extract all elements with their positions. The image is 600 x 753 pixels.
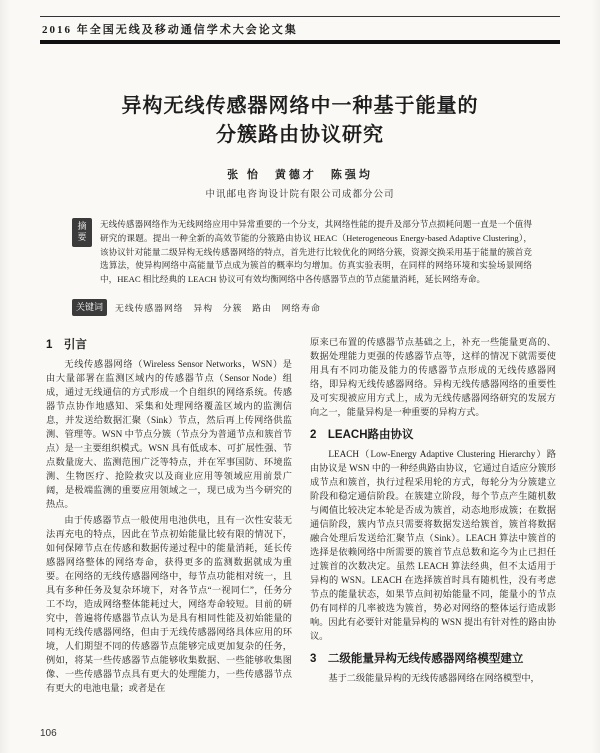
page-number: 106 xyxy=(40,728,57,739)
keywords-label: 关键词 xyxy=(72,299,107,316)
abstract-text: 无线传感器网络作为无线网络应用中异常重要的一个分支，其网络性能的提升及部分节点损耗问题一直是一个值得研究的课题。提出一种全新的高效节能的分簇路由协议 HEAC（Heterogeneous Energy-based Adaptive Clustering），该协议针对能量二级异构无线传感器网络的特点，首先进行比较优化的网络分簇，资源交换采用基于能量的簇首竞选算法，使异构网络中高能量节点成为簇首的概率均匀增加。仿真实验表明，在同样的网络环境和实验场景网络中，HEAC 相比经典的 LEACH 协议可有效均衡网络中各传感器节点的节点能量消耗，延长网络寿命。 xyxy=(100,219,532,284)
keywords-block xyxy=(72,299,532,316)
body-columns xyxy=(46,336,556,720)
paper-title-line-2: 分簇路由协议研究 xyxy=(216,124,384,146)
section-1-paragraph-1: 无线传感器网络（Wireless Sensor Networks，WSN）是由大量部署在监测区域内的传感器节点（Sensor Node）组成，通过无线通信的方式形成一个自组织的网络系统。传感器节点协作地感知、采集和处理网络覆盖区域内的监测信息，并发送给数据汇聚（Sink）节点，然后再上传网络供监测、管理等。WSN 中节点分簇（节点分为普通节点和簇首节点）是一主要组织模式。WSN 具有低成本、可扩展性强、节点数量庞大、监测范围广泛等特点，并在军事国防、环境监测、生物医疗、抢险救灾以及商业应用等领域应用前景广阔，是极端监测的重要应用领域之一，现已成为当今研究的热点。 xyxy=(46,359,292,509)
section-1-paragraph-2: 由于传感器节点一般使用电池供电，且有一次性安装无法再充电的特点，因此在节点初始能量比较有限的情况下，如何保障节点在传感和数据传递过程中的能量消耗，延长传感器网络整体的网络寿命，获得更多的监测数据就成为重要。在网络的无线传感器网络中，每节点功能相对统一，且具有多种任务及复杂环境下，对各节点“一视同仁”，任务分工不均，造成网络整体能耗过大，网络寿命较短。目前的研究中，普遍将传感器节点认为是具有相同性能及初始能量的同构无线传感器网络，但由于无线传感器网络具体应用的环境，人们期望不同的传感器节点能够完成更加复杂的任务，例如，将某一些传感器节点能够收集数据、一些能够收集图像、一些传感器节点具有更大的处理能力，一些传感器节点有更大的电池电量；或者是在 xyxy=(46,514,292,693)
header-rule-bottom xyxy=(40,40,560,44)
paper-title-line-1: 异构无线传感器网络中一种基于能量的 xyxy=(121,95,479,117)
keywords-text: 无线传感器网络 异构 分簇 路由 网络寿命 xyxy=(115,302,321,313)
journal-title: 2016 年全国无线及移动通信学术大会论文集 xyxy=(42,24,298,36)
left-column xyxy=(46,336,292,720)
section-3-heading: 3 二级能量异构无线传感器网络模型建立 xyxy=(310,652,524,665)
abstract-block xyxy=(72,218,532,287)
section-3-paragraph-1: 基于二级能量异构的无线传感器网络在网络模型中， xyxy=(328,672,540,683)
authors: 张 怡 黄德才 陈强均 xyxy=(227,169,373,181)
section-1-heading: 1 引言 xyxy=(46,339,87,351)
title-block xyxy=(0,92,600,150)
section-1-paragraph-2-continued: 原来已布置的传感器节点基础之上，补充一些能量更高的、数据处理能力更强的传感器节点等，这样的情况下就需要使用具有不同功能及能力的传感器节点形成的无线传感器网络，即异构无线传感器网络。异构无线传感器网络的重要性及可实现被应用方式上，成为无线传感器网络研究的发展方向之一，能量异构是一种重要的异构方式。 xyxy=(310,337,556,417)
abstract-label: 摘要 xyxy=(72,218,92,247)
page-header xyxy=(40,16,560,44)
affiliation: 中讯邮电咨询设计院有限公司成都分公司 xyxy=(205,190,395,200)
section-2-paragraph-1: LEACH（Low-Energy Adaptive Clustering Hierarchy）路由协议是 WSN 中的一种经典路由协议，它通过自适应分簇形成节点和簇首，执行过程采用轮的方式，每轮分为分簇建立阶段和稳定通信阶段。在簇建立阶段，每个节点产生随机数与阈值比较决定本轮是否成为簇首，动态地形成簇；在数据通信阶段，簇内节点只需要将数据发送给簇首，簇首将数据融合处理后发送给汇聚节点（Sink）。LEACH 算法中簇首的选择是依赖网络中所需要的簇首节点总数和迄今为止已担任过簇首的次数决定。虽然 LEACH 算法经典，但不太适用于异构的 WSN。LEACH 在选择簇首时具有随机性，没有考虑节点的能量状态，如果节点间初始能量不同，能量小的节点仍有同样的几率被选为簇首，势必对网络的整体运行造成影响。因此有必要针对能量异构的 WSN 提出有针对性的路由协议。 xyxy=(310,448,556,641)
section-2-heading: 2 LEACH路由协议 xyxy=(310,428,414,441)
right-column xyxy=(310,336,556,720)
